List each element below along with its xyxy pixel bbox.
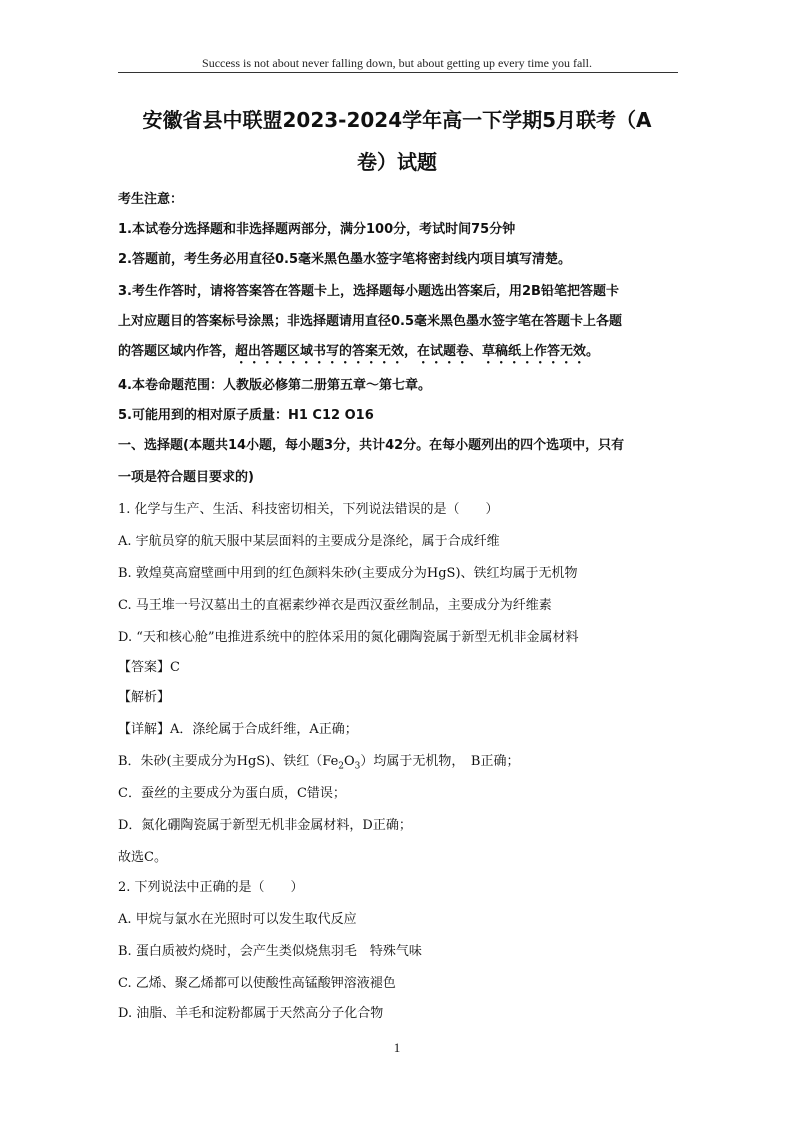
- notice-item-4: 4.本卷命题范围：人教版必修第二册第五章～第七章。: [118, 378, 431, 393]
- header-motto: Success is not about never falling down, but about getting up every time you fall.: [202, 56, 592, 70]
- exam-title-line1: 安徽省县中联盟2023-2024学年高一下学期5月联考（A: [142, 108, 652, 132]
- q1-option-d: D. “天和核心舱”电推进系统中的腔体采用的氮化硼陶瓷属于新型无机非金属材料: [118, 630, 579, 645]
- section-1-heading-line2: 一项是符合题目要求的): [118, 470, 254, 485]
- q1-analysis-heading: 【解析】: [118, 690, 171, 705]
- notice-item-1: 1.本试卷分选择题和非选择题两部分，满分100分，考试时间75分钟: [118, 222, 516, 237]
- notice-heading: 考生注意：: [118, 192, 184, 207]
- q2-option-a: A. 甲烷与氯水在光照时可以发生取代反应: [118, 912, 357, 927]
- q1-detail-b: [118, 750, 519, 772]
- notice-item-2: 2.答题前，考生务必用直径0.5毫米黑色墨水签字笔将密封线内项目填写清楚。: [118, 252, 572, 267]
- notice-item-5: 5.可能用到的相对原子质量：H1 C12 O16: [118, 408, 374, 423]
- notice-item-3-line2: 上对应题目的答案标号涂黑；非选择题请用直径0.5毫米黑色墨水签字笔在答题卡上各题: [118, 314, 623, 329]
- q1-detail-c: C．蚕丝的主要成分为蛋白质，C错误；: [118, 786, 346, 801]
- q1-option-a: A. 宇航员穿的航天服中某层面料的主要成分是涤纶，属于合成纤维: [118, 534, 500, 549]
- q2-option-d: D. 油脂、羊毛和淀粉都属于天然高分子化合物: [118, 1006, 384, 1021]
- q1-detail-b-sub2: 3: [354, 761, 361, 772]
- q1-conclusion: 故选C。: [118, 850, 167, 865]
- q1-detail-b-post: ）均属于无机物， B正确；: [360, 754, 520, 769]
- q2-option-c: C. 乙烯、聚乙烯都可以使酸性高锰酸钾溶液褪色: [118, 976, 396, 991]
- notice-item-3-line3: [118, 340, 599, 367]
- q1-answer: 【答案】C: [118, 660, 180, 675]
- q1-detail-a: 【详解】A．涤纶属于合成纤维，A正确；: [118, 722, 358, 737]
- q1-option-b: B. 敦煌莫高窟壁画中用到的红色颜料朱砂(主要成分为HgS)、铁红均属于无机物: [118, 566, 578, 581]
- q2-stem: 2. 下列说法中正确的是（ ）: [118, 880, 304, 895]
- notice-item-3-line3-post: 。: [586, 344, 600, 359]
- q1-detail-b-mid: O: [344, 754, 355, 769]
- q1-detail-b-pre: B．朱砂(主要成分为HgS)、铁红（Fe: [118, 754, 339, 769]
- exam-title-line2: 卷）试题: [357, 150, 437, 174]
- notice-item-3-line3-pre: 的答题区域内作答，: [118, 344, 236, 359]
- notice-item-3-line1: 3.考生作答时，请将答案答在答题卡上，选择题每小题选出答案后，用2B铅笔把答题卡: [118, 284, 619, 299]
- header-divider: [118, 72, 678, 73]
- q2-option-b: B. 蛋白质被灼烧时，会产生类似烧焦羽毛 特殊气味: [118, 944, 422, 959]
- page-number: 1: [393, 1040, 401, 1055]
- q1-stem: 1. 化学与生产、生活、科技密切相关，下列说法错误的是（ ）: [118, 502, 499, 517]
- q1-detail-d: D．氮化硼陶瓷属于新型无机非金属材料，D正确；: [118, 818, 412, 833]
- q1-option-c: C. 马王堆一号汉墓出土的直裾素纱禅衣是西汉蚕丝制品，主要成分为纤维素: [118, 598, 552, 613]
- section-1-heading-line1: 一、选择题(本题共14小题，每小题3分，共计42分。在每小题列出的四个选项中，只有: [118, 438, 625, 453]
- notice-item-3-emphasis: 超出答题区域书写的答案无效，在试题卷、草稿纸上作答无效: [235, 344, 587, 359]
- q1-detail-b-sub1: 2: [338, 761, 344, 772]
